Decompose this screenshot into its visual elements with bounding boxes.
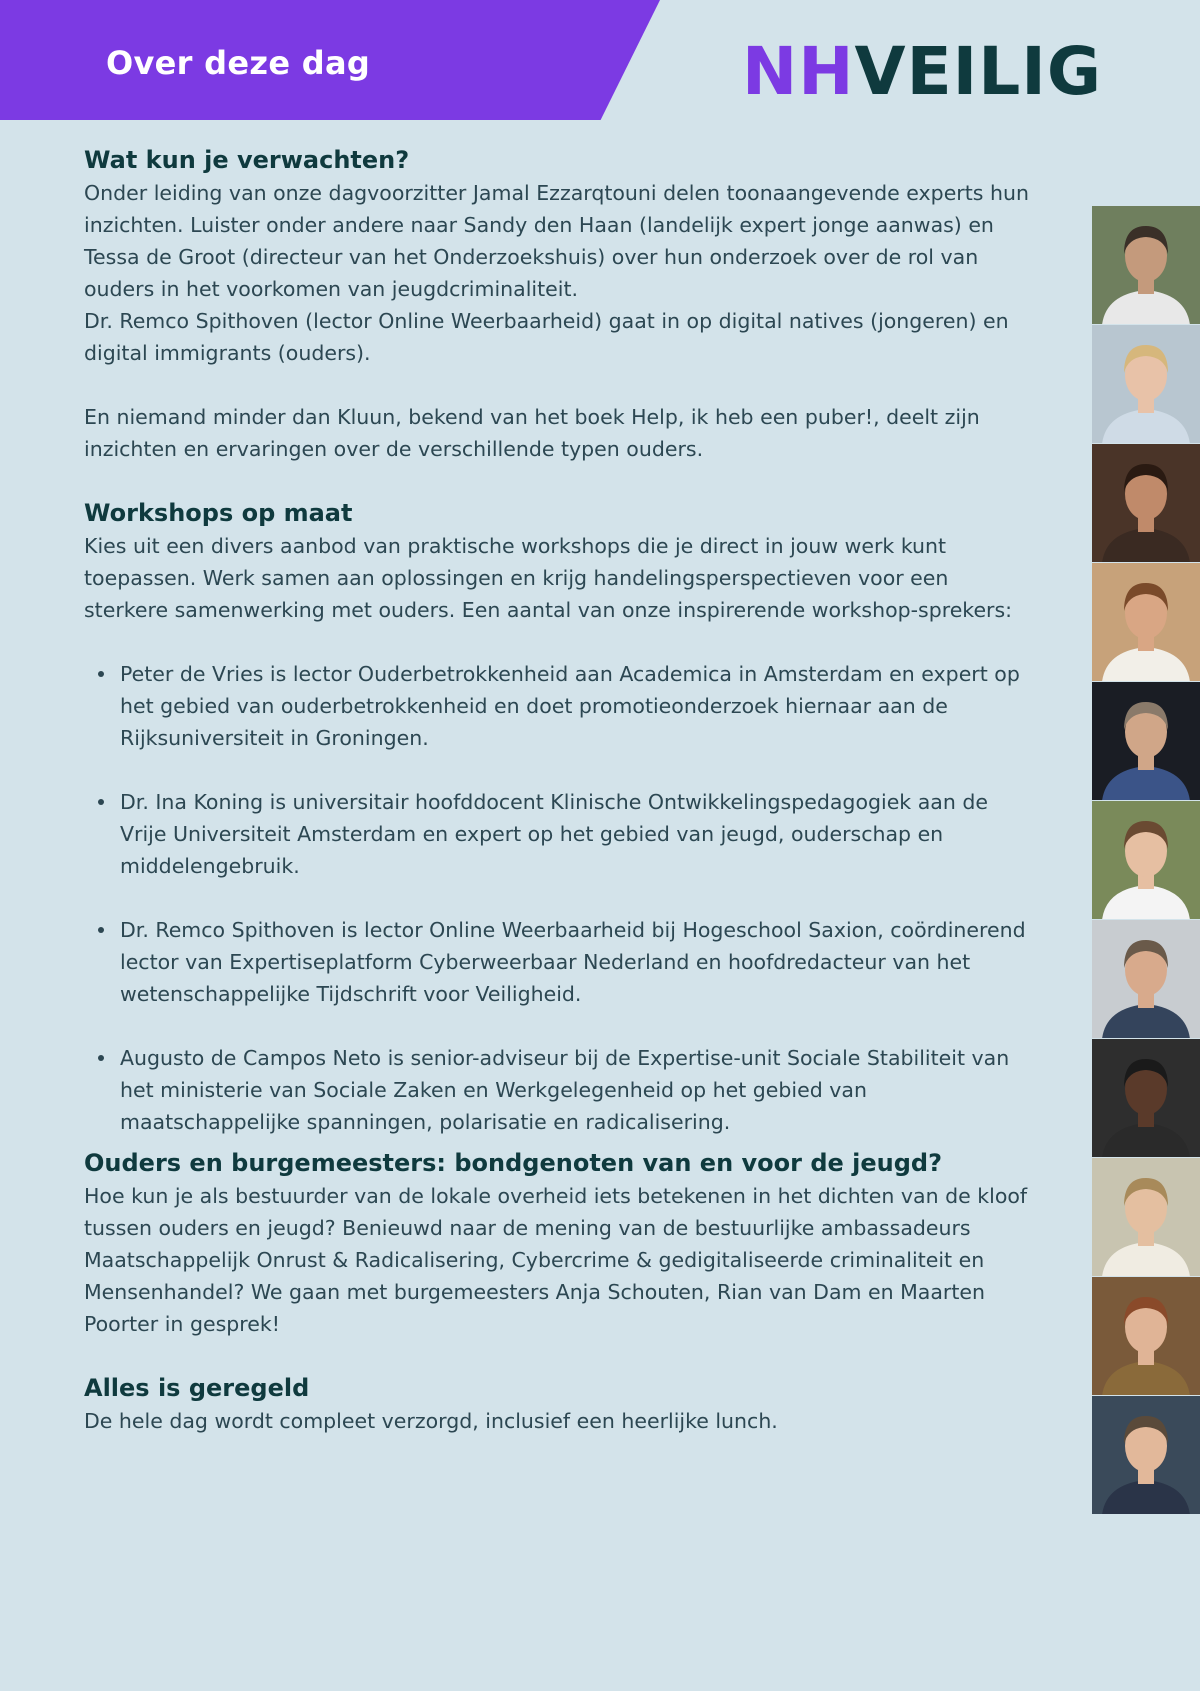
page-title: Over deze dag	[106, 44, 371, 82]
paragraph: Hoe kun je als bestuurder van de lokale overheid iets betekenen in het dichten van de kloof tussen ouders en jeugd? Benieuwd naar de mening van de bestuurlijke ambassadeurs Maatschappelijk Onrust & Radicalisering, Cybercrime & gedigitaliseerde criminaliteit en Mensenhandel? We gaan met burgemeesters Anja Schouten, Rian van Dam en Maarten Poorter in gesprek!	[84, 1184, 1028, 1336]
section-arranged	[84, 1371, 1029, 1437]
speaker-photo	[1092, 920, 1200, 1039]
section-heading: Wat kun je verwachten?	[84, 146, 410, 174]
speaker-photo	[1092, 801, 1200, 920]
logo-part-veilig: VEILIG	[854, 33, 1102, 110]
speaker-photo	[1092, 444, 1200, 563]
speaker-photo	[1092, 206, 1200, 325]
speaker-photo-strip	[1092, 206, 1200, 1515]
section-heading: Workshops op maat	[84, 499, 353, 527]
paragraph: Dr. Remco Spithoven (lector Online Weerbaarheid) gaat in op digital natives (jongeren) en digital immigrants (ouders).	[84, 309, 1009, 365]
paragraph: Onder leiding van onze dagvoorzitter Jamal Ezzarqtouni delen toonaangevende experts hun inzichten. Luister onder andere naar Sandy den Haan (landelijk expert jonge aanwas) en Tessa de Groot (directeur van het Onderzoekshuis) over hun onderzoek over de rol van ouders in het voorkomen van jeugdcriminaliteit.	[84, 181, 1029, 301]
logo-part-nh: NH	[742, 33, 855, 110]
list-item: Dr. Remco Spithoven is lector Online Weerbaarheid bij Hogeschool Saxion, coördinerend lector van Expertiseplatform Cyberweerbaar Nederland en hoofdredacteur van het wetenschappelijke Tijdschrift voor Veiligheid.	[84, 914, 1029, 1010]
paragraph: De hele dag wordt compleet verzorgd, inclusief een heerlijke lunch.	[84, 1409, 778, 1433]
speaker-photo	[1092, 1277, 1200, 1396]
section-expect	[84, 143, 1029, 465]
speaker-photo	[1092, 1039, 1200, 1158]
list-item: Augusto de Campos Neto is senior-adviseur bij de Expertise-unit Sociale Stabiliteit van het ministerie van Sociale Zaken en Werkgelegenheid op het gebied van maatschappelijke spanningen, polarisatie en radicalisering.	[84, 1042, 1029, 1138]
nhveilig-logo	[742, 32, 1102, 112]
list-item: Peter de Vries is lector Ouderbetrokkenheid aan Academica in Amsterdam en expert op het gebied van ouderbetrokkenheid en doet promotieonderzoek hiernaar aan de Rijksuniversiteit in Groningen.	[84, 658, 1029, 754]
speaker-photo	[1092, 325, 1200, 444]
paragraph: Kies uit een divers aanbod van praktische workshops die je direct in jouw werk kunt toepassen. Werk samen aan oplossingen en krijg handelingsperspectieven voor een sterkere samenwerking met ouders. Een aantal van onze inspirerende workshop-sprekers:	[84, 534, 1013, 622]
section-heading: Ouders en burgemeesters: bondgenoten van en voor de jeugd?	[84, 1149, 943, 1177]
speaker-photo	[1092, 1158, 1200, 1277]
speaker-photo	[1092, 563, 1200, 682]
list-item: Dr. Ina Koning is universitair hoofddocent Klinische Ontwikkelingspedagogiek aan de Vrije Universiteit Amsterdam en expert op het gebied van jeugd, ouderschap en middelengebruik.	[84, 786, 1029, 882]
main-content	[84, 143, 1029, 1437]
paragraph: En niemand minder dan Kluun, bekend van het boek Help, ik heb een puber!, deelt zijn inzichten en ervaringen over de verschillende typen ouders.	[84, 405, 980, 461]
section-mayors	[84, 1146, 1029, 1340]
speaker-photo	[1092, 1396, 1200, 1515]
section-workshops	[84, 496, 1029, 1138]
speaker-photo	[1092, 682, 1200, 801]
speaker-list	[84, 658, 1029, 1138]
section-heading: Alles is geregeld	[84, 1374, 310, 1402]
